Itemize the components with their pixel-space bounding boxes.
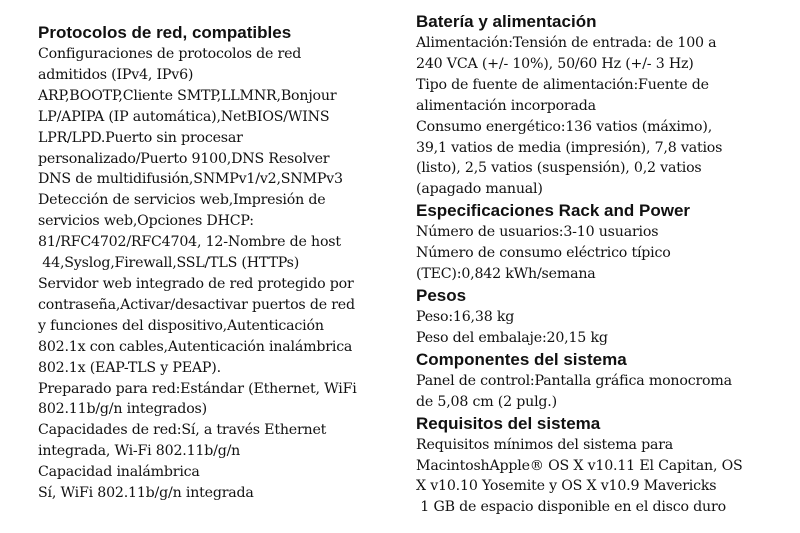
text-line: 44,Syslog,Firewall,SSL/TLS (HTTPs) <box>38 255 300 272</box>
text-line: Peso:16,38 kg <box>416 308 515 325</box>
text-line: X v10.10 Yosemite y OS X v10.9 Mavericks <box>416 478 717 495</box>
text-line: Detección de servicios web,Impresión de <box>38 192 326 209</box>
text-line: Número de usuarios:3-10 usuarios <box>416 224 659 241</box>
text-line: (TEC):0,842 kWh/semana <box>416 266 596 283</box>
section-heading-system-requirements: Requisitos del sistema <box>416 413 601 433</box>
section-heading-weights: Pesos <box>416 285 467 305</box>
text-line: 81/RFC4702/RFC4704, 12-Nombre de host <box>38 234 341 251</box>
right-column <box>416 0 796 518</box>
text-line: personalizado/Puerto 9100,DNS Resolver <box>38 150 330 167</box>
section-heading-rack-power: Especificaciones Rack and Power <box>416 201 691 221</box>
text-line: 240 VCA (+/- 10%), 50/60 Hz (+/- 3 Hz) <box>416 55 694 72</box>
text-line: LPR/LPD.Puerto sin procesar <box>38 129 243 146</box>
text-line: Consumo energético:136 vatios (máximo), <box>416 118 713 135</box>
text-line: Panel de control:Pantalla gráfica monocroma <box>416 372 732 389</box>
text-line: DNS de multidifusión,SNMPv1/v2,SNMPv3 <box>38 171 343 188</box>
text-line: Número de consumo eléctrico típico <box>416 245 671 262</box>
text-line: 802.1x con cables,Autenticación inalámbrica <box>38 338 353 355</box>
text-line: contraseña,Activar/desactivar puertos de red <box>38 296 355 313</box>
text-line: Sí, WiFi 802.11b/g/n integrada <box>38 485 254 502</box>
text-line: Capacidades de red:Sí, a través Ethernet <box>38 422 327 439</box>
text-line: Requisitos mínimos del sistema para <box>416 436 674 453</box>
text-line: Tipo de fuente de alimentación:Fuente de <box>416 76 709 93</box>
text-line: LP/APIPA (IP automática),NetBIOS/WINS <box>38 108 330 125</box>
text-line: Configuraciones de protocolos de red <box>38 46 302 62</box>
text-line: alimentación incorporada <box>416 97 596 114</box>
section-heading-system-components: Componentes del sistema <box>416 349 627 369</box>
section-heading-protocols: Protocolos de red, compatibles <box>38 23 292 42</box>
text-line: Capacidad inalámbrica <box>38 464 200 481</box>
text-line: 1 GB de espacio disponible en el disco duro <box>416 499 726 516</box>
text-line: Alimentación:Tensión de entrada: de 100 a <box>416 35 717 51</box>
text-line: Peso del embalaje:20,15 kg <box>416 329 608 346</box>
text-line: 802.11b/g/n integrados) <box>38 401 207 418</box>
text-line: 39,1 vatios de media (impresión), 7,8 vatios <box>416 139 723 156</box>
section-heading-battery-power: Batería y alimentación <box>416 12 597 31</box>
text-line: (listo), 2,5 vatios (suspensión), 0,2 vatios <box>416 160 702 177</box>
text-line: Preparado para red:Estándar (Ethernet, WiFi <box>38 380 357 397</box>
text-line: servicios web,Opciones DHCP: <box>38 213 254 230</box>
text-line: 802.1x (EAP-TLS y PEAP). <box>38 359 221 376</box>
left-column <box>38 0 398 504</box>
text-line: ARP,BOOTP,Cliente SMTP,LLMNR,Bonjour <box>38 87 337 104</box>
text-line: admitidos (IPv4, IPv6) <box>38 66 194 83</box>
text-line: MacintoshApple® OS X v10.11 El Capitan, OS <box>416 457 743 474</box>
text-line: integrada, Wi-Fi 802.11b/g/n <box>38 443 241 460</box>
text-line: de 5,08 cm (2 pulg.) <box>416 393 557 410</box>
text-line: Servidor web integrado de red protegido por <box>38 275 354 292</box>
text-line: (apagado manual) <box>416 181 543 198</box>
text-line: y funciones del dispositivo,Autenticación <box>38 317 324 334</box>
